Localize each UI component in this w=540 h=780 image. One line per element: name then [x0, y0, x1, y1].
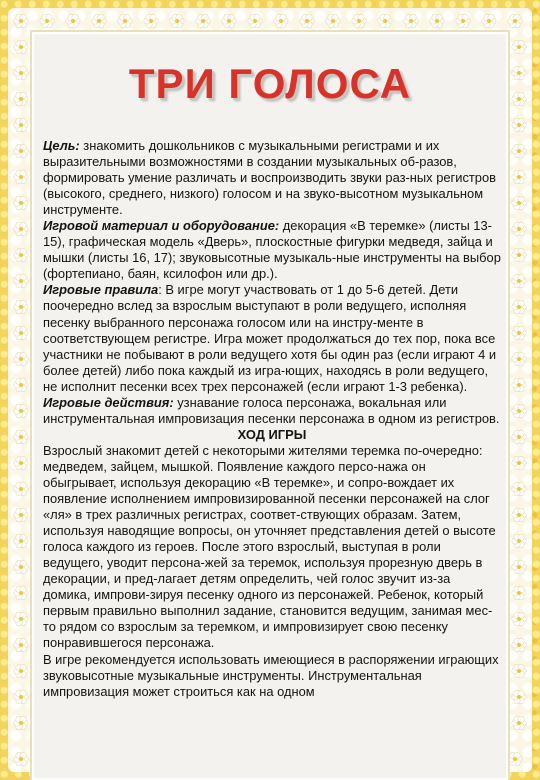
flower-icon: [14, 196, 28, 209]
actions-text: узнавание голоса персонажа, вокальная или инструментальная импровизация песенки персонажа в одном из регистров.: [43, 394, 500, 426]
goal-paragraph: [43, 138, 501, 218]
flower-icon: [14, 586, 28, 599]
flower-icon: [14, 638, 28, 651]
flower-icon: [144, 14, 158, 27]
flower-icon: [512, 66, 526, 79]
flower-icon: [512, 508, 526, 521]
flower-icon: [512, 222, 526, 235]
flower-icon: [512, 144, 526, 157]
rules-label: Игровые правила: [43, 282, 159, 298]
flower-icon: [14, 508, 28, 521]
materials-label: Игровой материал и оборудование:: [43, 218, 280, 234]
flower-icon: [248, 14, 262, 27]
flower-icon: [512, 40, 526, 53]
flower-icon: [512, 586, 526, 599]
flower-icon: [508, 752, 522, 765]
flower-icon: [14, 534, 28, 547]
flower-icon: [512, 482, 526, 495]
flower-icon: [512, 430, 526, 443]
flower-icon: [92, 14, 106, 27]
flower-icon: [14, 170, 28, 183]
flower-icon: [14, 378, 28, 391]
flower-icon: [430, 14, 444, 27]
flower-icon: [14, 14, 28, 27]
flower-icon: [512, 664, 526, 677]
flower-icon: [118, 14, 132, 27]
rules-text: : В игре могут участвовать от 1 до 5-6 детей. Дети поочередно вслед за взрослым выступают в роли ведущего, исполняя песенку выбранного персонажа голосом или на инстру-менте в соответствующем регистре. Игра может продолжаться до тех пор, пока все участники не побывают в роли ведущего хотя бы один раз (если играют 4 и более детей) либо пока каждый из игра-ющих, находясь в роли ведущего, не исполнит песенки всех трех персонажей (если играют 1-3 ребенка).: [43, 282, 497, 394]
flower-icon: [508, 14, 522, 27]
flower-icon: [14, 300, 28, 313]
text-panel: [34, 34, 506, 778]
flower-icon: [14, 352, 28, 365]
flower-icon: [14, 560, 28, 573]
flower-icon: [512, 92, 526, 105]
flower-icon: [14, 612, 28, 625]
flower-icon: [14, 716, 28, 729]
flower-icon: [14, 144, 28, 157]
flower-icon: [456, 14, 470, 27]
flower-icon: [196, 14, 210, 27]
flower-icon: [14, 118, 28, 131]
flower-icon: [512, 118, 526, 131]
content-body: [43, 138, 501, 700]
flower-icon: [512, 378, 526, 391]
flower-icon: [14, 326, 28, 339]
flower-icon: [352, 14, 366, 27]
game-description-paragraph: Взрослый знакомит детей с некоторыми жителями теремка по-очередно: медведем, зайцем, мышкой. Появление каждого персо-нажа он обыгрывает, используя декорацию «В теремке», и сопро-вождает их появление исполнением импровизированной песенки персонажей на слог «ля» в трех различных регистрах, соответ-ствующих образам. Затем, используя наводящие вопросы, он уточняет представления детей о высоте голоса каждого из героев. После этого взрослый, выступая в роли ведущего, уводит персона-жей за теремок, используя прорезную дверь в декорации, и пред-лагает детям определить, чей голос звучит из-за домика, импрови-зируя песенку одного из персонажей. Ребенок, который первым правильно выполнил задание, становится ведущим, занимая мес-то рядом со взрослым за теремком, и импровизирует свою песенку понравившегося персонажа.: [43, 442, 496, 651]
flower-icon: [512, 690, 526, 703]
flower-icon: [14, 40, 28, 53]
flower-icon: [512, 326, 526, 339]
flower-icon: [170, 14, 184, 27]
flower-icon: [482, 14, 496, 27]
flower-icon: [326, 14, 340, 27]
flower-icon: [512, 560, 526, 573]
flower-icon: [14, 404, 28, 417]
actions-paragraph: [43, 395, 501, 427]
flower-icon: [378, 14, 392, 27]
flower-icon: [512, 716, 526, 729]
flower-icon: [404, 14, 418, 27]
flower-icon: [274, 14, 288, 27]
page-title: ТРИ ГОЛОСА: [128, 60, 412, 107]
rules-paragraph: [43, 282, 501, 394]
flower-icon: [512, 352, 526, 365]
flower-icon: [14, 482, 28, 495]
flower-icon: [14, 456, 28, 469]
flower-icon: [14, 752, 28, 765]
flower-icon: [512, 170, 526, 183]
flower-icon: [512, 612, 526, 625]
section-heading: ХОД ИГРЫ: [237, 426, 307, 442]
flower-icon: [66, 14, 80, 27]
flower-icon: [14, 690, 28, 703]
flower-icon: [40, 14, 54, 27]
goal-text: знакомить дошкольников с музыкальными регистрами и их выразительными возможностями в создании музыкальных об-разов, формировать умение различать и воспроизводить звуки раз-ных регистров (высокого, среднего, низкого) голосом и на звуко-высотном музыкальном инструменте.: [43, 138, 496, 218]
goal-label: Цель:: [43, 138, 80, 153]
flower-icon: [14, 92, 28, 105]
flower-icon: [14, 66, 28, 79]
flower-icon: [14, 248, 28, 261]
flower-icon: [300, 14, 314, 27]
flower-icon: [512, 196, 526, 209]
flower-icon: [14, 430, 28, 443]
flower-icon: [512, 274, 526, 287]
materials-text: декорация «В теремке» (листы 13-15), графическая модель «Дверь», плоскостные фигурки медведя, зайца и мышки (листы 16, 17); звуковысотные музыкаль-ные инструменты на выбор (фортепиано, баян, ксилофон или др.).: [43, 218, 501, 282]
actions-label: Игровые действия:: [43, 394, 174, 410]
flower-icon: [222, 14, 236, 27]
flower-icon: [512, 638, 526, 651]
flower-icon: [512, 534, 526, 547]
flower-icon: [14, 222, 28, 235]
flower-icon: [14, 664, 28, 677]
flower-icon: [512, 456, 526, 469]
flower-icon: [512, 300, 526, 313]
instruments-paragraph: В игре рекомендуется использовать имеющиеся в распоряжении играющих звуковысотные музыкальные инструменты. Инструментальная импровизация может строиться как на одном: [43, 651, 499, 699]
flower-icon: [14, 274, 28, 287]
flower-icon: [512, 404, 526, 417]
flower-icon: [512, 248, 526, 261]
materials-paragraph: [43, 218, 501, 282]
